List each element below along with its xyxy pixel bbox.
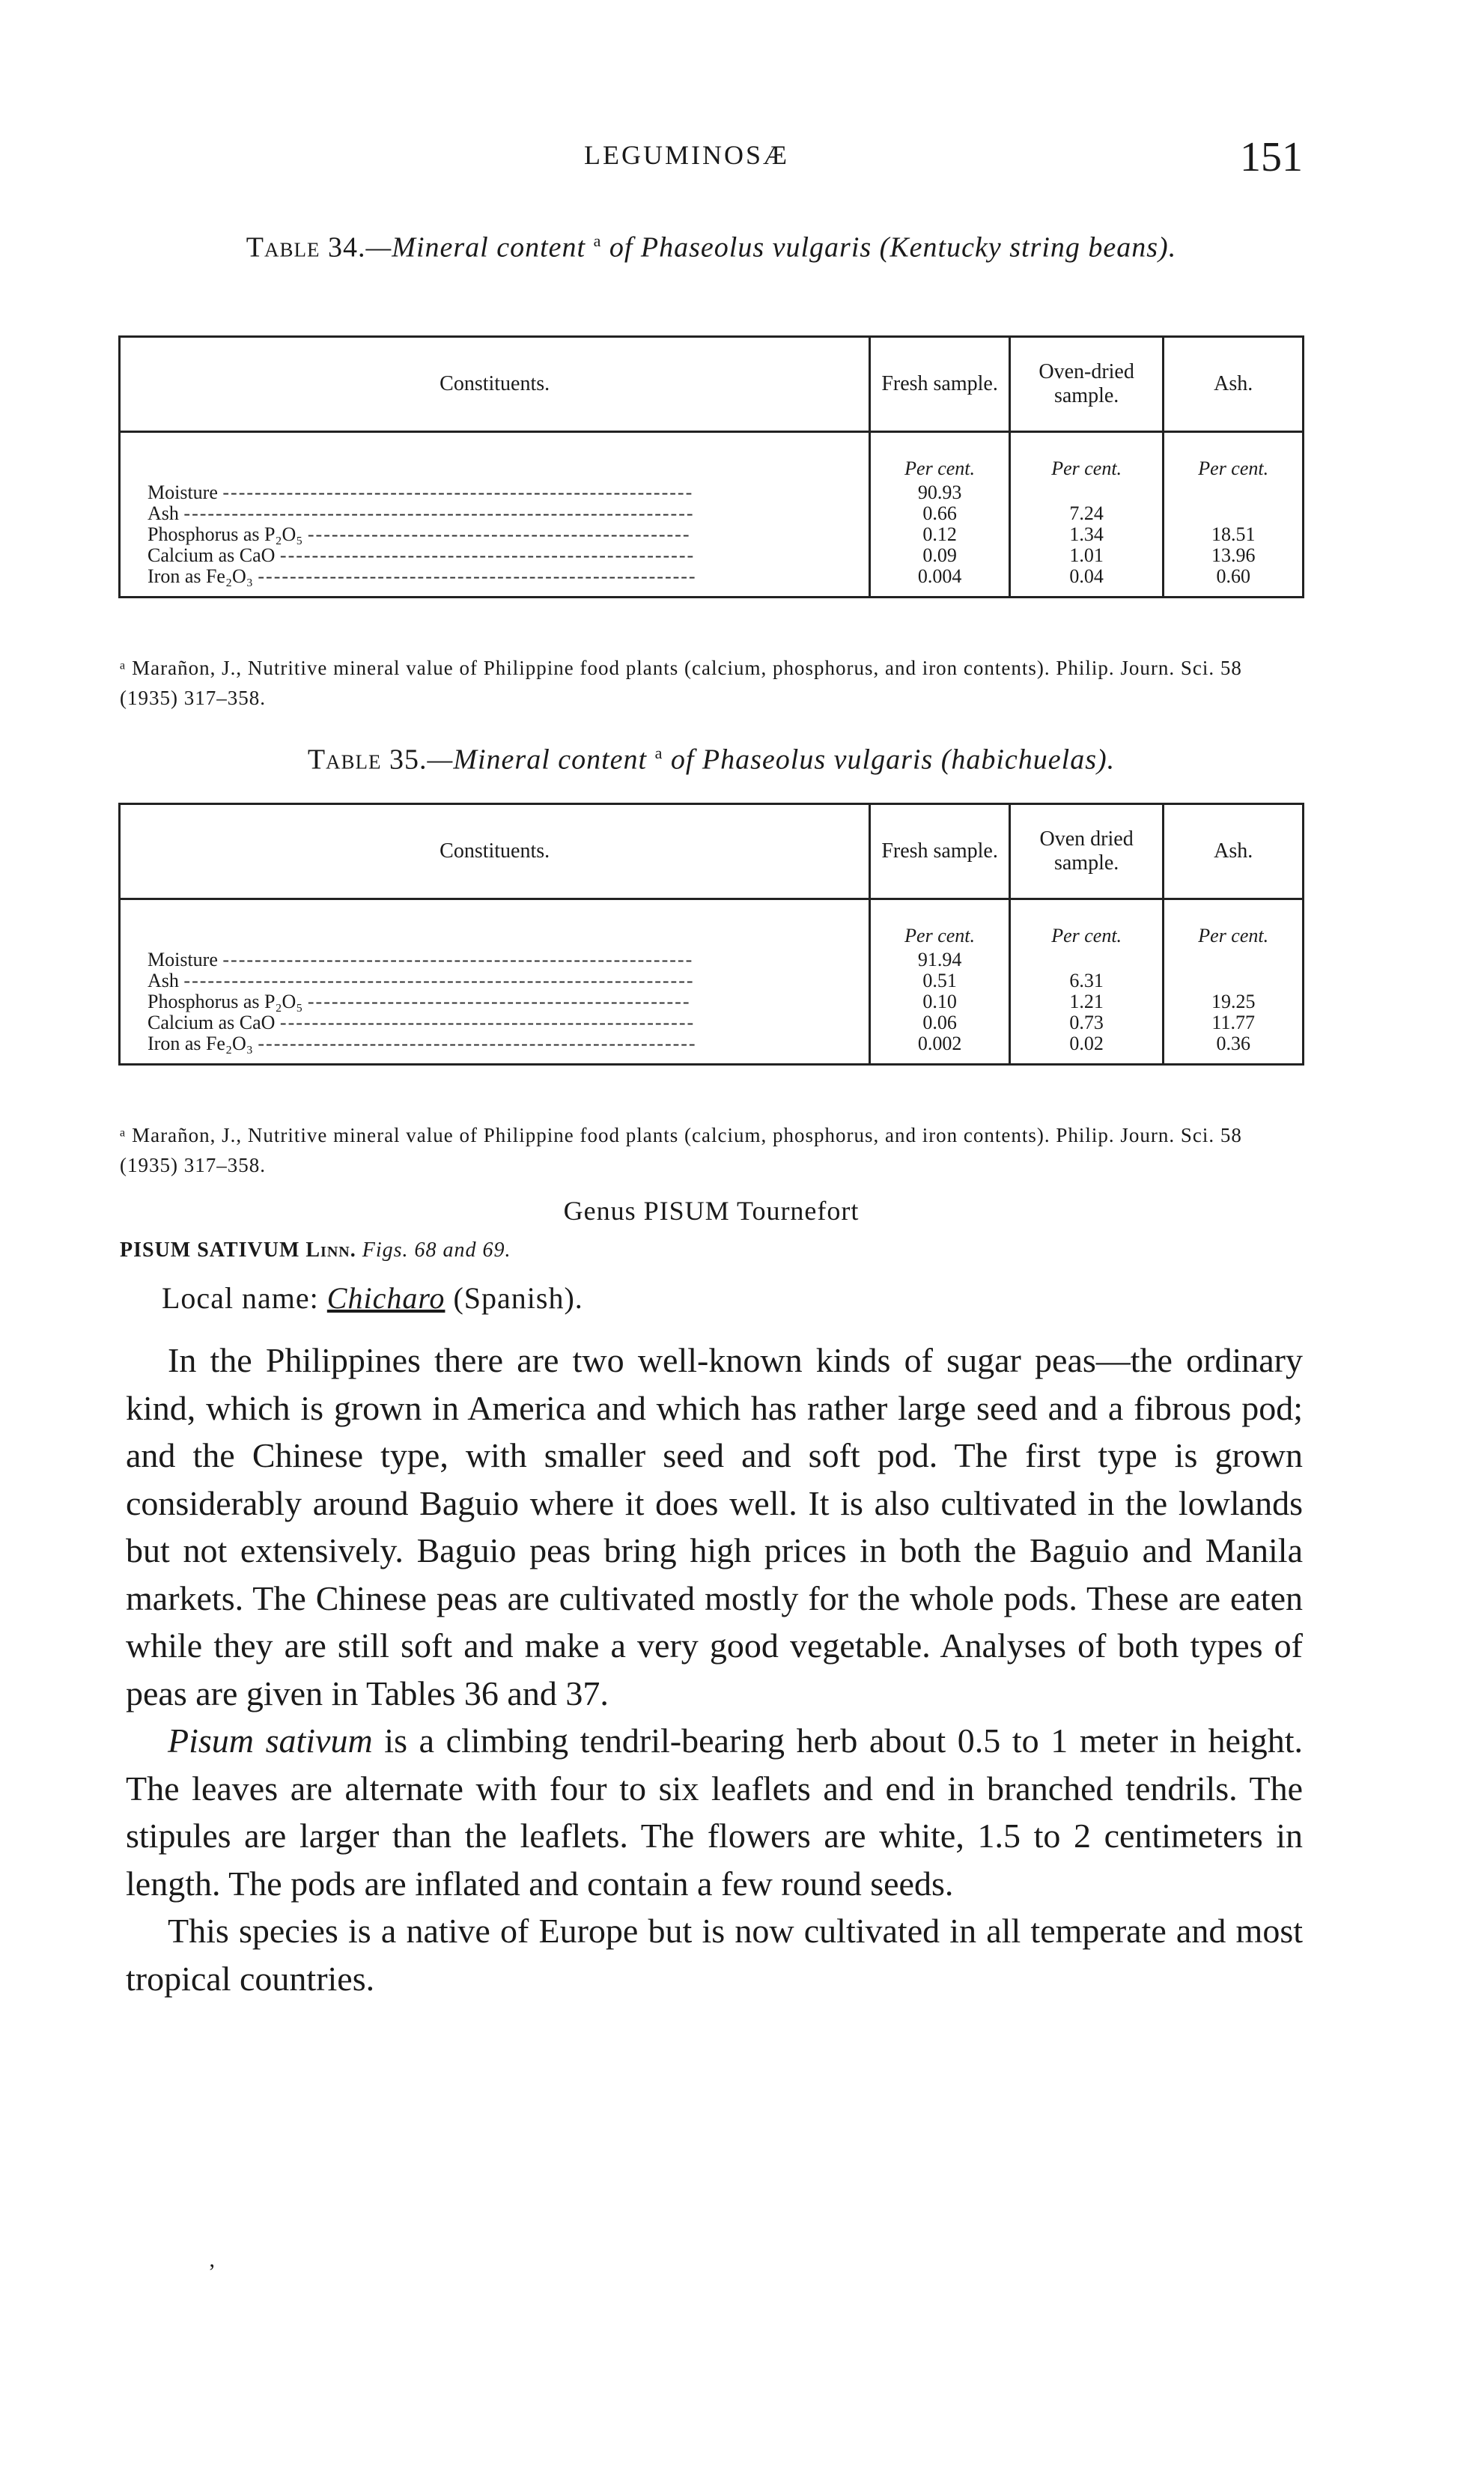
column-header-oven-dried: Oven dried sample. bbox=[1009, 804, 1164, 899]
cell-fresh: 91.94 bbox=[870, 949, 1010, 970]
table-35-caption bbox=[120, 734, 1303, 779]
table-header-row bbox=[120, 337, 1304, 432]
page-number: 151 bbox=[1240, 134, 1303, 180]
table-row bbox=[120, 1012, 1304, 1033]
cell-oven bbox=[1009, 949, 1164, 970]
table-row bbox=[120, 970, 1304, 991]
row-name: Moisture ----------------------------------------------------------- bbox=[120, 482, 870, 503]
cell-ash bbox=[1164, 970, 1304, 991]
table-34 bbox=[118, 335, 1304, 598]
row-name: Calcium as CaO ---------------------------------------------------- bbox=[120, 545, 870, 566]
stray-mark: ʼ bbox=[208, 2260, 216, 2285]
cell-oven bbox=[1009, 482, 1164, 503]
cell-fresh: 0.004 bbox=[870, 566, 1010, 598]
units-row bbox=[120, 432, 1304, 483]
local-name: Chicharo bbox=[326, 1281, 445, 1315]
row-name: Moisture ----------------------------------------------------------- bbox=[120, 949, 870, 970]
running-title: LEGUMINOSÆ bbox=[584, 140, 790, 170]
unit-ash: Per cent. bbox=[1164, 899, 1304, 950]
units-empty bbox=[120, 432, 870, 483]
body-text bbox=[126, 1337, 1303, 2002]
cell-ash: 19.25 bbox=[1164, 991, 1304, 1012]
cell-ash: 11.77 bbox=[1164, 1012, 1304, 1033]
column-header-fresh: Fresh sample. bbox=[870, 804, 1010, 899]
cell-fresh: 0.12 bbox=[870, 524, 1010, 545]
paragraph-1: In the Philippines there are two well-known kinds of sugar peas—the ordinary kind, which is grown in America and which has rather large seed and a fibrous pod; and the Chinese type, with smaller seed and soft pod. The first type is grown considerably around Baguio where it does well. It is also cultivated in the lowlands but not extensively. Baguio peas bring high prices in both the Baguio and Manila markets. The Chinese peas are cultivated mostly for the whole pods. These are eaten while they are still soft and make a very good vegetable. Analyses of both types of peas are given in Tables 36 and 37. bbox=[126, 1341, 1303, 1712]
units-empty bbox=[120, 899, 870, 950]
unit-oven: Per cent. bbox=[1009, 899, 1164, 950]
unit-fresh: Per cent. bbox=[870, 899, 1010, 950]
table-35-footnote: ᵃ Marañon, J., Nutritive mineral value of Philippine food plants (calcium, phosphorus, and iron contents). Philip. Journ. Sci. 58 (1935) 317–358. bbox=[120, 1124, 1242, 1176]
table-35 bbox=[118, 803, 1304, 1066]
column-header-ash: Ash. bbox=[1164, 337, 1304, 432]
table-row bbox=[120, 1033, 1304, 1065]
cell-fresh: 0.002 bbox=[870, 1033, 1010, 1065]
cell-fresh: 0.09 bbox=[870, 545, 1010, 566]
cell-fresh: 90.93 bbox=[870, 482, 1010, 503]
table-34-title-rest: of Phaseolus vulgaris (Kentucky string beans). bbox=[601, 231, 1177, 264]
units-row bbox=[120, 899, 1304, 950]
cell-oven: 6.31 bbox=[1009, 970, 1164, 991]
cell-ash: 0.36 bbox=[1164, 1033, 1304, 1065]
table-34-title: —Mineral content bbox=[365, 231, 594, 264]
table-34-note-mark: a bbox=[593, 231, 602, 250]
table-row bbox=[120, 524, 1304, 545]
row-name: Iron as Fe₂O₃ ------------------------------------------------------- bbox=[120, 1033, 870, 1065]
table-row bbox=[120, 949, 1304, 970]
column-header-constituents: Constituents. bbox=[120, 337, 870, 432]
row-name: Ash ---------------------------------------------------------------- bbox=[120, 970, 870, 991]
running-head bbox=[120, 133, 1303, 193]
species-name: PISUM SATIVUM Linn. bbox=[120, 1238, 356, 1262]
row-name: Phosphorus as P₂O₅ ------------------------------------------------ bbox=[120, 524, 870, 545]
row-name: Ash ---------------------------------------------------------------- bbox=[120, 503, 870, 524]
paragraph-3: This species is a native of Europe but is now cultivated in all temperate and most tropical countries. bbox=[126, 1912, 1303, 1998]
paragraph-2-species: Pisum sativum bbox=[168, 1721, 373, 1760]
column-header-fresh: Fresh sample. bbox=[870, 337, 1010, 432]
paragraph-2-text: is a climbing tendril-bearing herb about 0.5 to 1 meter in height. The leaves are alternate with four to six leaflets and end in branched tendrils. The stipules are larger than the leaflets. The flowers are white, 1.5 to 2 centimeters in length. The pods are inflated and contain a few round seeds. bbox=[126, 1721, 1303, 1903]
column-header-constituents: Constituents. bbox=[120, 804, 870, 899]
table-34-caption bbox=[120, 222, 1303, 267]
unit-fresh: Per cent. bbox=[870, 432, 1010, 483]
row-name: Iron as Fe₂O₃ ------------------------------------------------------- bbox=[120, 566, 870, 598]
row-name: Phosphorus as P₂O₅ ------------------------------------------------ bbox=[120, 991, 870, 1012]
cell-ash: 0.60 bbox=[1164, 566, 1304, 598]
table-row bbox=[120, 545, 1304, 566]
cell-ash bbox=[1164, 503, 1304, 524]
table-35-title: —Mineral content bbox=[427, 744, 655, 776]
cell-fresh: 0.51 bbox=[870, 970, 1010, 991]
species-figs: Figs. 68 and 69. bbox=[356, 1238, 511, 1262]
cell-oven: 1.01 bbox=[1009, 545, 1164, 566]
table-35-note-mark: a bbox=[654, 744, 663, 762]
species-line bbox=[120, 1238, 511, 1262]
local-name-line bbox=[162, 1280, 583, 1316]
local-name-label: Local name: bbox=[162, 1281, 327, 1315]
cell-oven: 7.24 bbox=[1009, 503, 1164, 524]
cell-ash: 13.96 bbox=[1164, 545, 1304, 566]
cell-oven: 1.34 bbox=[1009, 524, 1164, 545]
cell-fresh: 0.10 bbox=[870, 991, 1010, 1012]
table-row bbox=[120, 482, 1304, 503]
cell-ash bbox=[1164, 482, 1304, 503]
local-name-language: (Spanish). bbox=[445, 1281, 583, 1315]
cell-oven: 1.21 bbox=[1009, 991, 1164, 1012]
cell-fresh: 0.06 bbox=[870, 1012, 1010, 1033]
table-row bbox=[120, 503, 1304, 524]
cell-fresh: 0.66 bbox=[870, 503, 1010, 524]
column-header-ash: Ash. bbox=[1164, 804, 1304, 899]
genus-heading: Genus PISUM Tournefort bbox=[563, 1196, 860, 1226]
table-35-title-rest: of Phaseolus vulgaris (habichuelas). bbox=[663, 744, 1116, 776]
unit-oven: Per cent. bbox=[1009, 432, 1164, 483]
cell-ash bbox=[1164, 949, 1304, 970]
row-name: Calcium as CaO ---------------------------------------------------- bbox=[120, 1012, 870, 1033]
cell-ash: 18.51 bbox=[1164, 524, 1304, 545]
table-header-row bbox=[120, 804, 1304, 899]
table-35-label: Table 35. bbox=[307, 744, 428, 776]
table-34-footnote: ᵃ Marañon, J., Nutritive mineral value of Philippine food plants (calcium, phosphorus, and iron contents). Philip. Journ. Sci. 58 (1935) 317–358. bbox=[120, 657, 1242, 709]
table-row bbox=[120, 991, 1304, 1012]
column-header-oven-dried: Oven-dried sample. bbox=[1009, 337, 1164, 432]
table-34-label: Table 34. bbox=[246, 231, 366, 264]
cell-oven: 0.02 bbox=[1009, 1033, 1164, 1065]
table-row bbox=[120, 566, 1304, 598]
paragraph-2 bbox=[126, 1717, 1303, 1907]
unit-ash: Per cent. bbox=[1164, 432, 1304, 483]
cell-oven: 0.73 bbox=[1009, 1012, 1164, 1033]
cell-oven: 0.04 bbox=[1009, 566, 1164, 598]
